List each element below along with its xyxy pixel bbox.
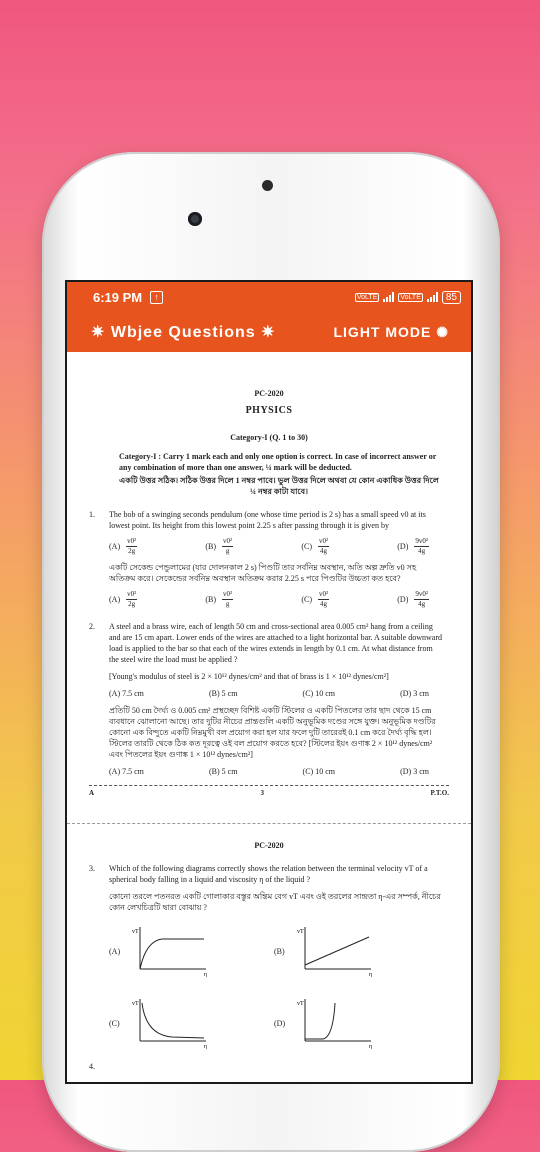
question-3-graphs xyxy=(109,925,439,1049)
graph-option-c: (C) vT η xyxy=(109,997,274,1049)
page-footer xyxy=(89,785,449,799)
status-icons xyxy=(355,291,461,304)
question-2-options xyxy=(109,688,449,699)
paper-code: PC-2020 xyxy=(254,389,284,398)
footer-set: A xyxy=(89,789,95,797)
footer-page-number: 3 xyxy=(260,789,265,797)
question-1 xyxy=(89,509,449,531)
question-2-note: [Young's modulus of steel is 2 × 10¹² dynes/cm² and that of brass is 1 × 10¹² dynes/cm²] xyxy=(109,672,389,681)
option-d: (D) $\frac{\text{9v0²}}{4g}$ xyxy=(397,537,428,555)
question-1-options-bengali xyxy=(109,590,449,609)
svg-text:vT: vT xyxy=(132,929,139,935)
question-2-bengali: প্রতিটি 50 cm দৈর্ঘ্য ও 0.005 cm² প্রস্থচ্ছেদ বিশিষ্ট একটি স্টিলের ও একটি পিতলের তার ছাদ থেকে 15 cm ব্যবধানে ঝোলানো আছে। তার দুটির নীচের প্রান্তগুলি একটি অনুভূমিক দণ্ডের সঙ্গে যুক্ত। অনুভূমিক দণ্ডটির কোনো এক বিন্দুতে একটি নিম্নমুখী বল প্রয়োগ করা হল যার ফলে দুটি তারেরই 0.1 cm করে দৈর্ঘ্য বৃদ্ধি হল। স্টিলের তারটি থেকে ঠিক কত দূরত্বে ওই বল প্রয়োগ করতে হবে? [স্টিলের ইয়ং গুণাঙ্ক 2 × 10¹² dynes/cm² এবং পিতলের ইয়ং গুণাঙ্ক 1 × 10¹² dynes/cm²] xyxy=(109,706,436,759)
signal-icon xyxy=(383,292,394,302)
option-b: (B) 5 cm xyxy=(209,689,238,698)
app-title: ✷ Wbjee Questions ✷ xyxy=(91,324,276,341)
question-1-options xyxy=(109,537,449,556)
status-time: 6:19 PM xyxy=(93,289,143,305)
upload-icon: ↑ xyxy=(150,291,163,304)
option-d: (D) 3 cm xyxy=(400,689,429,698)
option-c: (C) 10 cm xyxy=(302,689,335,698)
app-bar xyxy=(67,312,471,352)
graph-option-d: (D) vT η xyxy=(274,997,439,1049)
graph-b-diagram xyxy=(297,925,377,977)
svg-text:vT: vT xyxy=(131,1001,139,1007)
question-text: A steel and a brass wire, each of length 50 cm and cross-sectional area 0.005 cm² hang from a ceiling and are 15 cm apart. Lower ends of the wires are attached to a light horizontal bar. A suitable downward load is applied to the bar so that each of the wires extends in length by 0.1 cm. At what distance from the steel wire the load must be applied ? xyxy=(109,622,442,664)
question-text: The bob of a swinging seconds pendulum (one whose time period is 2 s) has a small speed v0 at its lowest point. Its height from this lowest point 2.25 s after passing through it is given by xyxy=(109,510,426,530)
option-d: (D) 3 cm xyxy=(400,767,429,776)
question-number: 1. xyxy=(89,510,95,519)
question-4 xyxy=(89,1061,449,1072)
battery-icon: 85 xyxy=(442,291,461,304)
light-mode-toggle[interactable]: LIGHT MODE ✺ xyxy=(333,323,449,340)
question-3-bengali: কোনো তরলে পতনরত একটি গোলাকার বস্তুর অন্তিম বেগ vT এবং ওই তরলের সান্দ্রতা η-এর সম্পর্ক, নীচের কোন লেখচিত্রটি দ্বারা বোঝায় ? xyxy=(109,892,441,912)
svg-text:η: η xyxy=(369,1044,373,1049)
volte-icon-2: VoLTE xyxy=(400,293,421,301)
question-2 xyxy=(89,621,449,665)
option-a: (A) 7.5 cm xyxy=(109,767,144,776)
instruction-bengali: একটি উত্তর সঠিক। সঠিক উত্তর দিলে 1 নম্বর পাবে। ভুল উত্তর দিলে অথবা যে কোন একাধিক উত্তর দিলে ¼ নম্বর কাটা যাবে। xyxy=(119,476,439,496)
question-text: Which of the following diagrams correctly shows the relation between the terminal velocity vT of a spherical body falling in a liquid and viscosity η of the liquid ? xyxy=(109,864,428,884)
category-heading: Category-I (Q. 1 to 30) xyxy=(230,433,308,442)
graph-option-a: (A) vT η xyxy=(109,925,274,977)
question-3 xyxy=(89,863,449,885)
option-c: (C) 10 cm xyxy=(302,767,335,776)
paper-subject: PHYSICS xyxy=(245,405,293,416)
signal-icon-2 xyxy=(427,292,438,302)
graph-d-diagram xyxy=(297,997,377,1049)
question-2-options-bengali xyxy=(109,766,449,777)
phone-screen xyxy=(67,282,471,1082)
question-number: 4. xyxy=(89,1062,95,1071)
svg-text:η: η xyxy=(203,1044,207,1049)
svg-text:vT: vT xyxy=(296,929,304,935)
svg-text:vT: vT xyxy=(297,1001,304,1007)
svg-text:η: η xyxy=(204,972,208,977)
earpiece-speaker xyxy=(262,180,273,191)
graph-a-diagram xyxy=(132,925,212,977)
question-number: 2. xyxy=(89,622,95,631)
status-bar xyxy=(67,282,471,312)
front-camera xyxy=(188,212,202,226)
question-1-bengali: একটি সেকেন্ড পেন্ডুলামের (যার দোলনকাল 2 s) পিণ্ডটি তার সর্বনিম্ন অবস্থান, অতি অল্প দ্রুতি v0 সহ অতিক্রম করে। সেকেন্ডের সর্বনিম্ন অবস্থান অতিক্রম করার 2.25 s পরে পিণ্ডটির উচ্চতা কত হবে? xyxy=(109,563,417,583)
question-number: 3. xyxy=(89,864,95,873)
question-paper[interactable] xyxy=(67,352,471,1072)
graph-option-b: (B) vT η xyxy=(274,925,439,977)
paper-code-page2: PC-2020 xyxy=(254,841,284,850)
option-b: (B) $\frac{\text{v0²}}{g}$ xyxy=(205,590,233,608)
option-a: (A) 7.5 cm xyxy=(109,689,144,698)
option-b: (B) $\frac{\text{v0²}}{g}$ xyxy=(205,537,233,555)
option-a: (A) $\frac{\text{v0²}}{2g}$ xyxy=(109,590,137,608)
footer-pto: P.T.O. xyxy=(430,789,449,797)
option-c: (C) $\frac{\text{v0²}}{4g}$ xyxy=(301,537,329,555)
option-a: (A) $\frac{\text{v0²}}{2g}$ xyxy=(109,537,137,555)
option-b: (B) 5 cm xyxy=(209,767,238,776)
volte-icon: VoLTE xyxy=(356,293,378,301)
graph-c-diagram xyxy=(132,997,212,1049)
page-separator xyxy=(67,799,471,824)
svg-text:η: η xyxy=(368,972,372,977)
option-d: (D) $\frac{\text{9v0²}}{4g}$ xyxy=(397,590,428,608)
option-c: (C) $\frac{\text{v0²}}{4g}$ xyxy=(301,590,329,608)
instruction-english: Category-I : Carry 1 mark each and only one option is correct. In case of incorrect answer or any combination of more than one answer, ¼ mark will be deducted. xyxy=(119,452,437,472)
